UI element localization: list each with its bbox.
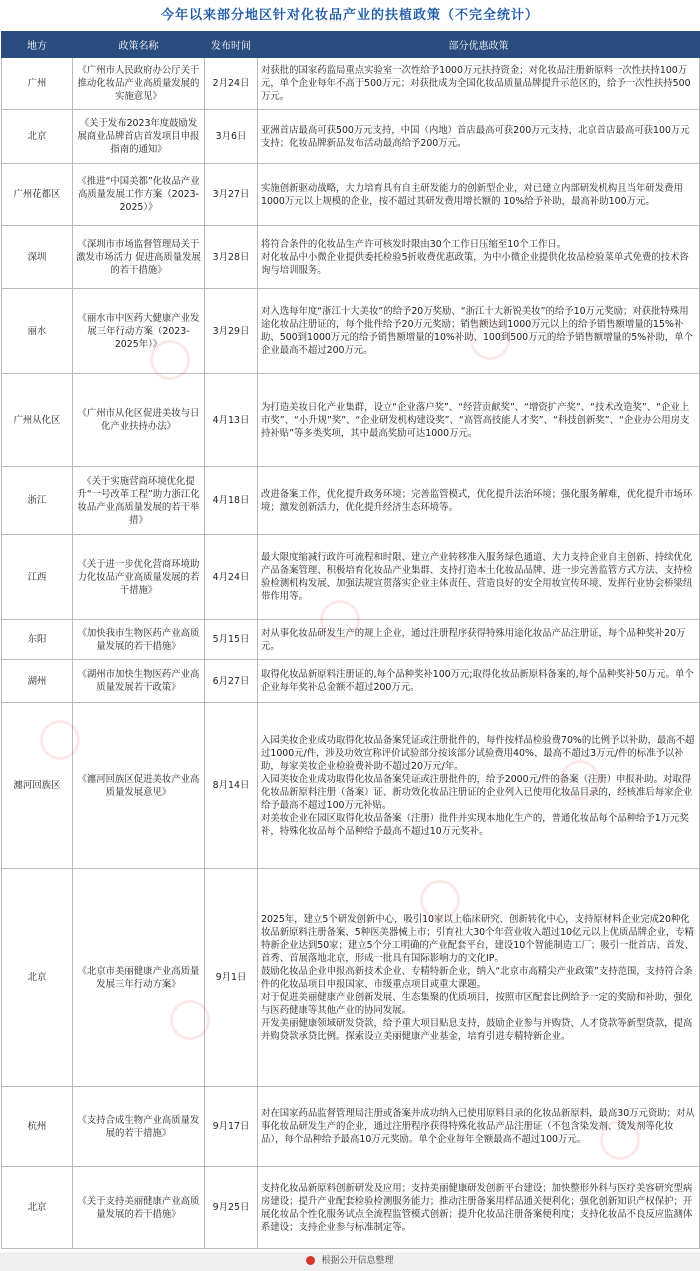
policy-name-cell: 《关于发布2023年度鼓励发展商业品牌首店首发项目申报指南的通知》 [73, 110, 205, 164]
source-footer [0, 1252, 700, 1271]
policy-name-cell: 《关于支持美丽健康产业高质量发展的若干措施》 [73, 1167, 205, 1249]
region-cell: 深圳 [2, 226, 73, 289]
policy-name-cell: 《湖州市加快生物医药产业高质量发展若干政策》 [73, 660, 205, 703]
table-row [2, 58, 700, 110]
region-cell: 瀍河回族区 [2, 703, 73, 869]
region-cell: 北京 [2, 110, 73, 164]
detail-cell: 对在国家药品监督管理局注册或备案并成功纳入已使用原料目录的化妆品新原料，最高30万元资助；对从事化妆品研发生产的企业，通过注册程序获得特殊化妆品产品注册证（不包含染发剂、烫发剂等化妆品），每个品种给予最高10万元奖励。单个企业每年全额最高不超过100万元。 [258, 1087, 700, 1167]
region-cell: 广州 [2, 58, 73, 110]
header-detail: 部分优惠政策 [258, 32, 700, 58]
region-cell: 丽水 [2, 289, 73, 374]
table-row [2, 660, 700, 703]
policy-name-cell: 《北京市美丽健康产业高质量发展三年行动方案》 [73, 869, 205, 1087]
source-note: 根据公开信息整理 [321, 1256, 394, 1266]
detail-cell: 改进备案工作，优化提升政务环境；完善监管模式，优化提升法治环境；强化服务解难，优化提升市场环境；激发创新活力，优化提升经济生态环境等。 [258, 467, 700, 535]
table-row [2, 1167, 700, 1249]
date-cell: 4月13日 [205, 374, 258, 467]
brand-logo-icon [306, 1256, 315, 1265]
detail-cell: 入园美妆企业成功取得化妆品备案凭证或注册批件的，每件按样品检验费70%的比例予以补助，最高不超过1000元/件，涉及功效宣称评价试验部分按该部分试验费用40%、最高不超过3万元/件的标准予以补助，每家美妆企业检验费补助不超过20万元/年。 入园美妆企业成功取得化妆品备案凭证或注册批件的，给予2000元/件的备案（注册）申报补助。对取得化妆品新原料注册（备案）证、新功效化妆品注册证的企业列入已使用化妆品目录的，经核准后每家企业给予最高不超过100万元补贴。 对美妆企业在园区取得化妆品备案（注册）批件并实现本地化生产的，普通化妆品每个品种给予1万元奖补，特殊化妆品每个品种给予最高不超过10万元奖补。 [258, 703, 700, 869]
policy-name-cell: 《丽水市中医药大健康产业发展三年行动方案（2023-2025年）》 [73, 289, 205, 374]
table-row [2, 620, 700, 660]
date-cell: 5月15日 [205, 620, 258, 660]
region-cell: 广州花都区 [2, 164, 73, 226]
policy-name-cell: 《关于实施营商环境优化提升“一号改革工程”助力浙江化妆品产业高质量发展的若干举措》 [73, 467, 205, 535]
policy-name-cell: 《瀍河回族区促进美妆产业高质量发展意见》 [73, 703, 205, 869]
table-row [2, 226, 700, 289]
date-cell: 9月25日 [205, 1167, 258, 1249]
table-row [2, 164, 700, 226]
policy-name-cell: 《广州市从化区促进美妆与日化产业扶持办法》 [73, 374, 205, 467]
region-cell: 江西 [2, 535, 73, 620]
region-cell: 湖州 [2, 660, 73, 703]
policy-name-cell: 《广州市人民政府办公厅关于推动化妆品产业高质量发展的实施意见》 [73, 58, 205, 110]
detail-cell: 取得化妆品新原料注册证的,每个品种奖补100万元;取得化妆品新原料备案的,每个品种奖补50万元。单个企业每年奖补总金额不超过200万元。 [258, 660, 700, 703]
region-cell: 北京 [2, 1167, 73, 1249]
detail-cell: 2025年，建立5个研发创新中心，吸引10家以上临床研究、创新转化中心，支持原材料企业完成20种化妆品新原料注册备案、5种医美器械上市；引育社大30个年营业收入超过10亿元以上优质品牌企业，专精特新企业达到50家；建立5个分工明确的产业配套平台，建设10个智能制造工厂；吸引一批首店、首发、首秀、首展落地北京，形成一批具有国际影响力的文化IP。 鼓励化妆品企业申报高新技术企业、专精特新企业，纳入“北京市高精尖产业政策”支持范围，支持符合条件的化妆品项目申报国家、市级重点项目或重大课题。 对于促进美丽健康产业创新发展、生态集聚的优质项目，按照市区配套比例给予一定的奖励和补助，强化与医药健康等其他产业的协同发展。 开发美丽健康领域研发贷款，给予重大项目贴息支持，鼓励企业参与并购贷、人才贷款等新型贷款，提高并购贷款承贷比例。探索设立美丽健康产业基金，培育引进专精特新企业。 [258, 869, 700, 1087]
date-cell: 3月29日 [205, 289, 258, 374]
table-row [2, 703, 700, 869]
detail-cell: 为打造美妆日化产业集群，设立“企业落户奖”、“经营贡献奖”、“增资扩产奖”、“技术改造奖”、“企业上市奖”、“小升规”奖”、“企业研发机构建设奖”、“高管高技能人才奖”、“科技创新奖”、“企业办公用房支持补贴”等多类奖项，其中最高奖励可达1000万元。 [258, 374, 700, 467]
policy-name-cell: 《深圳市市场监督管理局关于激发市场活力 促进高质量发展的若干措施》 [73, 226, 205, 289]
policy-name-cell: 《加快我市生物医药产业高质量发展的若干措施》 [73, 620, 205, 660]
date-cell: 2月24日 [205, 58, 258, 110]
date-cell: 3月6日 [205, 110, 258, 164]
detail-cell: 最大限度缩减行政许可流程和时限、建立产业转移准入服务绿色通道、大力支持企业自主创新、持续优化产品备案管理、积极培育化妆品产业集群、支持打造本土化妆品品牌、进一步完善监管方式方法、支持检验检测机构发展、加强法规宣贯落实企业主体责任、营造良好的安全用妆宣传环境、发挥行业协会桥梁纽带作用等。 [258, 535, 700, 620]
region-cell: 杭州 [2, 1087, 73, 1167]
table-row [2, 467, 700, 535]
table-row [2, 289, 700, 374]
detail-cell: 对获批的国家药监局重点实验室一次性给予1000万元扶持资金；对化妆品注册新原料一次性扶持100万元，单个企业每年不高于500万元；对获批成为全国化妆品质量品牌提升示范区的，给予一次性扶持500万元。 [258, 58, 700, 110]
table-row [2, 110, 700, 164]
date-cell: 8月14日 [205, 703, 258, 869]
detail-cell: 实施创新驱动战略，大力培育具有自主研发能力的创新型企业，对已建立内部研发机构且当年研发费用1000万元以上规模的企业，按不超过其研发费用增长额的 10%给予补助，最高补助100万元。 [258, 164, 700, 226]
table-row [2, 869, 700, 1087]
page-title: 今年以来部分地区针对化妆品产业的扶植政策（不完全统计） [160, 8, 539, 23]
header-date: 发布时间 [205, 32, 258, 58]
date-cell: 4月24日 [205, 535, 258, 620]
date-cell: 4月18日 [205, 467, 258, 535]
region-cell: 东阳 [2, 620, 73, 660]
date-cell: 6月27日 [205, 660, 258, 703]
date-cell: 3月27日 [205, 164, 258, 226]
detail-cell: 亚洲首店最高可获500万元支持，中国（内地）首店最高可获200万元支持，北京首店最高可获100万元支持；化妆品牌新品发布活动最高给予200万元。 [258, 110, 700, 164]
detail-cell: 对入选每年度“浙江十大美妆”的给予20万奖励、“浙江十大新锐美妆”的给予10万元奖励；对获批特殊用途化妆品注册证的，每个批件给予20万元奖励；销售额达到1000万元以上的给予销售额增量的15%补助、500到1000万元的给予销售额增量的10%补助、100到500万元的给予销售额增量的5%补助，单个企业最高不超过200万元。 [258, 289, 700, 374]
date-cell: 9月1日 [205, 869, 258, 1087]
detail-cell: 对从事化妆品研发生产的规上企业，通过注册程序获得特殊用途化妆品产品注册证，每个品种奖补20万元。 [258, 620, 700, 660]
table-header-row [2, 32, 700, 58]
table-row [2, 1087, 700, 1167]
date-cell: 9月17日 [205, 1087, 258, 1167]
detail-cell: 将符合条件的化妆品生产许可核发时限由30个工作日压缩至10个工作日。 对化妆品中小微企业提供委托检验5折收费优惠政策，为中小微企业提供化妆品检验菜单式免费的技术咨询与培训服务。 [258, 226, 700, 289]
region-cell: 浙江 [2, 467, 73, 535]
detail-cell: 支持化妆品新原料创新研发及应用；支持美丽健康研发创新平台建设；加快整形外科与医疗美容研究型病房建设；提升产业配套检验检测服务能力；推动注册备案用样品通关便利化；强化创新知识产权保护；开展化妆品个性化服务试点全流程监管模式创新；提升化妆品注册备案便利度；支持化妆品不良反应监测体系建设；支持企业参与标准制定等。 [258, 1167, 700, 1249]
policy-name-cell: 《支持合成生物产业高质量发展的若干措施》 [73, 1087, 205, 1167]
region-cell: 北京 [2, 869, 73, 1087]
header-policy-name: 政策名称 [73, 32, 205, 58]
policy-name-cell: 《关于进一步优化营商环境助力化妆品产业高质量发展的若干措施》 [73, 535, 205, 620]
header-region: 地方 [2, 32, 73, 58]
policy-table [1, 31, 700, 1249]
policy-name-cell: 《推进“中国美都”化妆品产业高质量发展工作方案（2023-2025）》 [73, 164, 205, 226]
table-row [2, 374, 700, 467]
table-row [2, 535, 700, 620]
region-cell: 广州从化区 [2, 374, 73, 467]
date-cell: 3月28日 [205, 226, 258, 289]
